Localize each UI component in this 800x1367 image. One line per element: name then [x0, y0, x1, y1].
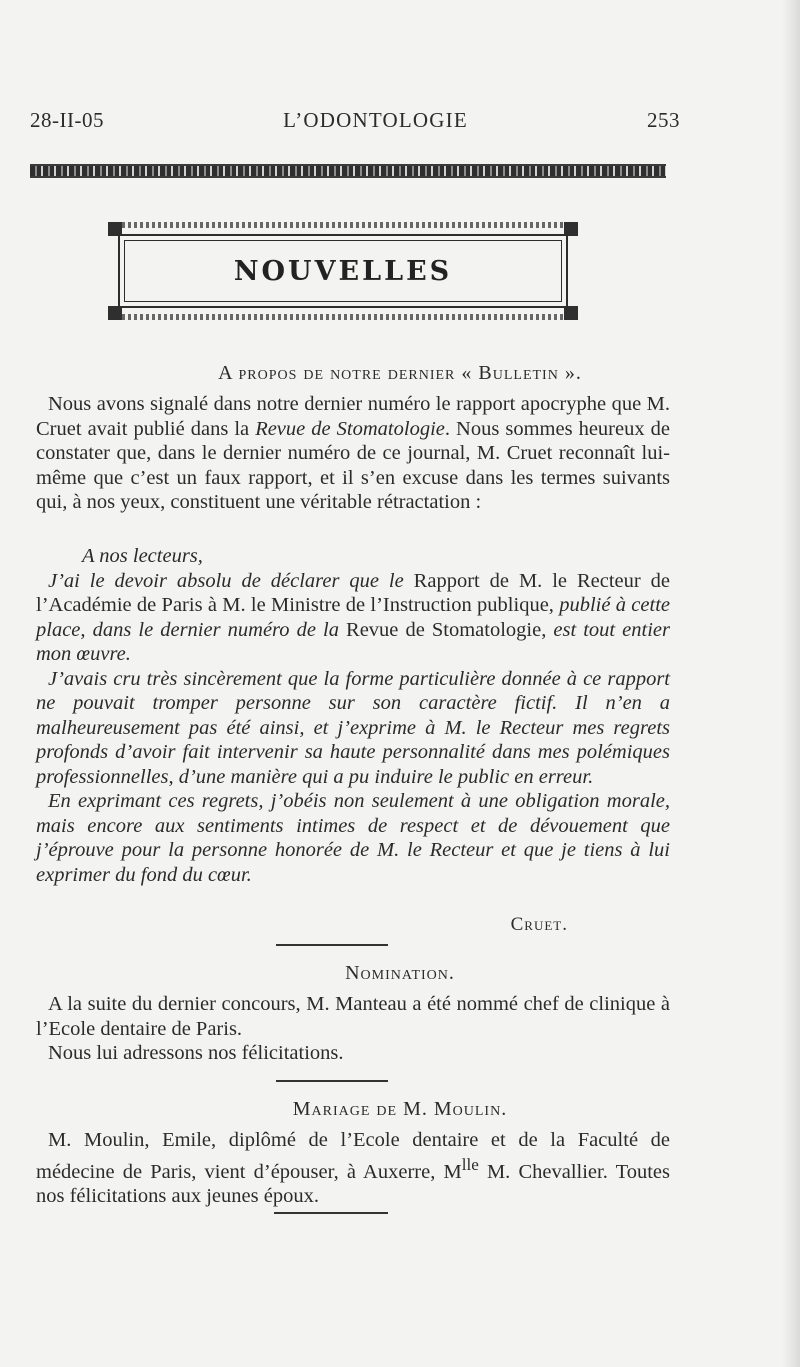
superscript: lle: [461, 1154, 479, 1174]
frame-wave-top: [116, 222, 570, 228]
quote-paragraph: J’avais cru très sincèrement que la forme particulière donnée à ce rapport ne pouvait tromper personne sur son caractère fictif. Il n’en a malheureusement pas été ainsi, et j’exprime à M. le Recteur mes regrets profonds d’avoir fait intervenir sa haute personnalité dans mes polémiques professionnelles, d’une manière qui a pu induire le public en erreur.: [36, 667, 670, 788]
text-run: est tout entier mon œuvre.: [36, 618, 671, 665]
section-heading-frame: [108, 222, 578, 320]
journal-name: Revue de Stomatologie: [255, 417, 445, 440]
text-run: J’ai le devoir absolu de déclarer que le: [48, 569, 414, 592]
quoted-letter: [36, 544, 670, 887]
article-title-bulletin: A propos de notre dernier « Bulletin ».: [218, 362, 582, 384]
article-body-nomination: [36, 992, 670, 1066]
article-body-mariage: [36, 1128, 670, 1208]
journal-name: Revue de Stomatologie,: [346, 618, 547, 641]
salutation: A nos lecteurs,: [82, 545, 203, 567]
issue-date: 28-II-05: [30, 108, 104, 132]
section-divider: [276, 1080, 388, 1082]
frame-corner-ornament: [564, 306, 578, 320]
frame-inner-border: [118, 234, 568, 308]
section-divider: [276, 944, 388, 946]
text-run: . Nous sommes heureux de constater que, dans le dernier numéro de ce journal, M. Cruet reconnaît lui-même que c’est un faux rapport, et il s’en excuse dans les termes suivants qui, à nos yeux, constituent une véritable rétractation :: [36, 417, 670, 513]
text-run: publié à cette place, dans le dernier numéro de la: [36, 594, 670, 641]
paragraph: A la suite du dernier concours, M. Manteau a été nommé chef de clinique à l’Ecole dentaire de Paris.: [36, 993, 670, 1040]
text-run: Nous avons signalé dans notre dernier numéro le rapport apocryphe que M. Cruet avait publié dans la: [36, 393, 670, 440]
article-body-bulletin: [36, 392, 670, 515]
text-run: M. Moulin, Emile, diplômé de l’Ecole dentaire et de la Faculté de médecine de Paris, vient d’épouser, à Auxerre, M: [36, 1129, 670, 1183]
quote-paragraph: [36, 569, 670, 667]
quote-paragraph: En exprimant ces regrets, j’obéis non seulement à une obligation morale, mais encore aux sentiments intimes de respect et de dévouement que j’éprouve pour la personne honorée de M. le Recteur et que je tiens à lui exprimer du fond du cœur.: [36, 790, 670, 886]
article-title-mariage: Mariage de M. Moulin.: [292, 1098, 508, 1120]
frame-wave-bottom: [116, 314, 570, 320]
section-heading-nouvelles: NOUVELLES: [233, 255, 453, 287]
section-divider: [274, 1212, 388, 1214]
running-header: [30, 108, 680, 133]
paragraph: [36, 392, 670, 515]
journal-title: L’ODONTOLOGIE: [283, 108, 468, 132]
paragraph: [36, 1128, 670, 1208]
frame-corner-ornament: [108, 306, 122, 320]
decorative-ornament-band: [30, 164, 666, 178]
text-run: M. Chevallier. Toutes nos félicitations aux jeunes époux.: [36, 1160, 670, 1207]
signature: Cruet.: [510, 914, 568, 935]
text-run: Rapport de M. le Recteur de l’Académie de Paris à M. le Ministre de l’Instruction publique,: [36, 569, 671, 616]
page-edge-shadow: [782, 0, 800, 1367]
paragraph: Nous lui adressons nos félicitations.: [48, 1042, 344, 1064]
article-title-nomination: Nomination.: [345, 962, 455, 984]
page-number: 253: [646, 108, 680, 132]
